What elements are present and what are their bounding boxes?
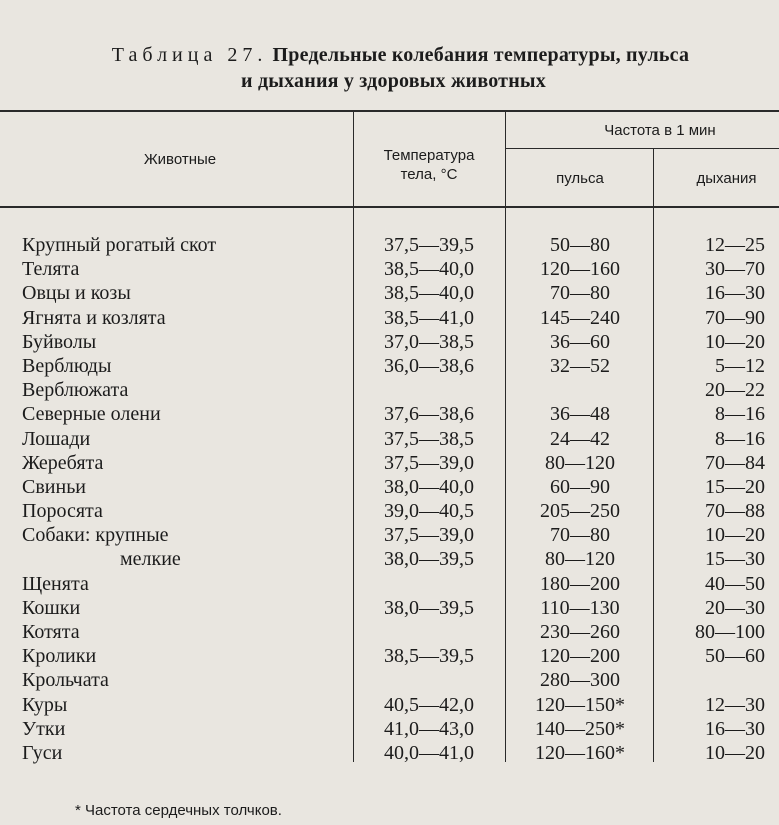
temperature-cell: 40,5—42,0 [384, 693, 474, 716]
header-respiration: дыхания [696, 170, 757, 187]
respiration-cell: 70—84 [705, 451, 765, 474]
header-pulse: пульса [556, 170, 604, 187]
table-title [0, 42, 779, 94]
temperature-cell: 37,5—39,0 [384, 524, 474, 547]
animal-name-cell: Жеребята [22, 451, 104, 474]
table-row [0, 523, 779, 547]
respiration-cell: 16—30 [705, 717, 765, 740]
animal-name-cell: мелкие [120, 548, 181, 571]
table-top-rule [0, 110, 779, 112]
temperature-cell: 38,0—39,5 [384, 548, 474, 571]
respiration-cell: 10—20 [705, 330, 765, 353]
temperature-cell: 37,5—39,0 [384, 451, 474, 474]
animal-name-cell: Телята [22, 258, 80, 281]
temperature-cell: 38,5—40,0 [384, 282, 474, 305]
animal-name-cell: Поросята [22, 500, 103, 523]
temperature-cell: 39,0—40,5 [384, 500, 474, 523]
respiration-cell: 12—25 [705, 234, 765, 256]
pulse-cell: 70—80 [550, 524, 610, 547]
temperature-cell: 38,0—39,5 [384, 596, 474, 619]
pulse-cell: 24—42 [550, 427, 610, 450]
table-body [0, 233, 779, 765]
temperature-cell: 38,0—40,0 [384, 475, 474, 498]
table-row [0, 402, 779, 426]
temperature-cell: 37,5—38,5 [384, 427, 474, 450]
animal-name-cell: Кошки [22, 596, 81, 619]
temperature-cell: 37,0—38,5 [384, 330, 474, 353]
table-row [0, 620, 779, 644]
table-row [0, 499, 779, 523]
title-line-1 [0, 42, 779, 68]
animal-name-cell: Щенята [22, 572, 89, 595]
frequency-subrule [506, 148, 779, 149]
pulse-cell: 205—250 [540, 500, 620, 523]
header-bottom-rule [0, 206, 779, 208]
pulse-cell: 120—200 [540, 645, 620, 668]
header-frequency: Частота в 1 мин [604, 122, 716, 139]
table-row [0, 281, 779, 305]
pulse-cell: 50—80 [550, 234, 610, 256]
table-row [0, 306, 779, 330]
table-row [0, 330, 779, 354]
temperature-cell: 41,0—43,0 [384, 717, 474, 740]
table-row [0, 427, 779, 451]
pulse-cell: 80—120 [545, 451, 615, 474]
pulse-cell: 80—120 [545, 548, 615, 571]
respiration-cell: 20—30 [705, 596, 765, 619]
animal-name-cell: Свиньи [22, 475, 87, 498]
table-row [0, 668, 779, 692]
title-text-1: Предельные колебания температуры, пульса [272, 44, 690, 66]
pulse-cell: 120—150* [535, 693, 625, 716]
respiration-cell: 16—30 [705, 282, 765, 305]
animal-name-cell: Овцы и козы [22, 282, 131, 305]
pulse-cell: 60—90 [550, 475, 610, 498]
temperature-cell: 38,5—40,0 [384, 258, 474, 281]
pulse-cell: 36—60 [550, 330, 610, 353]
temperature-cell: 38,5—41,0 [384, 306, 474, 329]
animal-name-cell: Собаки: крупные [22, 524, 169, 547]
pulse-cell: 230—260 [540, 621, 620, 643]
respiration-cell: 80—100 [695, 621, 765, 643]
table-row [0, 717, 779, 741]
animal-name-cell: Куры [22, 693, 68, 716]
animal-name-cell: Кролики [22, 645, 97, 668]
footnote: * Частота сердечных толчков. [75, 802, 282, 819]
animal-name-cell: Утки [22, 717, 66, 740]
animal-name-cell: Лошади [22, 427, 91, 450]
animal-name-cell: Буйволы [22, 330, 97, 353]
table-row [0, 475, 779, 499]
respiration-cell: 40—50 [705, 572, 765, 595]
animal-name-cell: Северные олени [22, 403, 161, 426]
respiration-cell: 70—88 [705, 500, 765, 523]
pulse-cell: 120—160 [540, 258, 620, 281]
animal-name-cell: Крольчата [22, 669, 109, 692]
pulse-cell: 180—200 [540, 572, 620, 595]
pulse-cell: 70—80 [550, 282, 610, 305]
respiration-cell: 70—90 [705, 306, 765, 329]
respiration-cell: 30—70 [705, 258, 765, 281]
respiration-cell: 8—16 [715, 403, 765, 426]
title-line-2: и дыхания у здоровых животных [241, 70, 546, 92]
respiration-cell: 10—20 [705, 524, 765, 547]
table-row [0, 693, 779, 717]
respiration-cell: 8—16 [715, 427, 765, 450]
table-row [0, 572, 779, 596]
animal-name-cell: Котята [22, 621, 80, 643]
animal-name-cell: Верблюжата [22, 379, 129, 402]
table-row [0, 596, 779, 620]
respiration-cell: 10—20 [705, 741, 765, 764]
table-row [0, 257, 779, 281]
header-temperature-line1: Температура [383, 147, 475, 164]
table-row [0, 354, 779, 378]
pulse-cell: 110—130 [540, 596, 620, 619]
respiration-cell: 12—30 [705, 693, 765, 716]
temperature-cell: 38,5—39,5 [384, 645, 474, 668]
pulse-cell: 36—48 [550, 403, 610, 426]
table-row [0, 547, 779, 571]
header-temperature [354, 146, 504, 184]
temperature-cell: 37,6—38,6 [384, 403, 474, 426]
respiration-cell: 50—60 [705, 645, 765, 668]
pulse-cell: 280—300 [540, 669, 620, 692]
respiration-cell: 15—20 [705, 475, 765, 498]
respiration-cell: 20—22 [705, 379, 765, 402]
table-number-label: Таблица 27. [111, 44, 268, 66]
header-animals: Животные [143, 151, 217, 168]
pulse-cell: 32—52 [550, 354, 610, 377]
table-row [0, 233, 779, 257]
temperature-cell: 40,0—41,0 [384, 741, 474, 764]
respiration-cell: 15—30 [705, 548, 765, 571]
temperature-cell: 37,5—39,5 [384, 234, 474, 256]
table-row [0, 644, 779, 668]
table-row [0, 378, 779, 402]
respiration-cell: 5—12 [715, 354, 765, 377]
header-temperature-line2: тела, °С [400, 166, 458, 183]
pulse-cell: 140—250* [535, 717, 625, 740]
table-row [0, 451, 779, 475]
animal-name-cell: Верблюды [22, 354, 112, 377]
pulse-cell: 145—240 [540, 306, 620, 329]
animal-name-cell: Гуси [22, 741, 63, 764]
temperature-cell: 36,0—38,6 [384, 354, 474, 377]
animal-name-cell: Крупный рогатый скот [22, 234, 217, 256]
animal-name-cell: Ягнята и козлята [22, 306, 166, 329]
table-row [0, 741, 779, 765]
pulse-cell: 120—160* [535, 741, 625, 764]
